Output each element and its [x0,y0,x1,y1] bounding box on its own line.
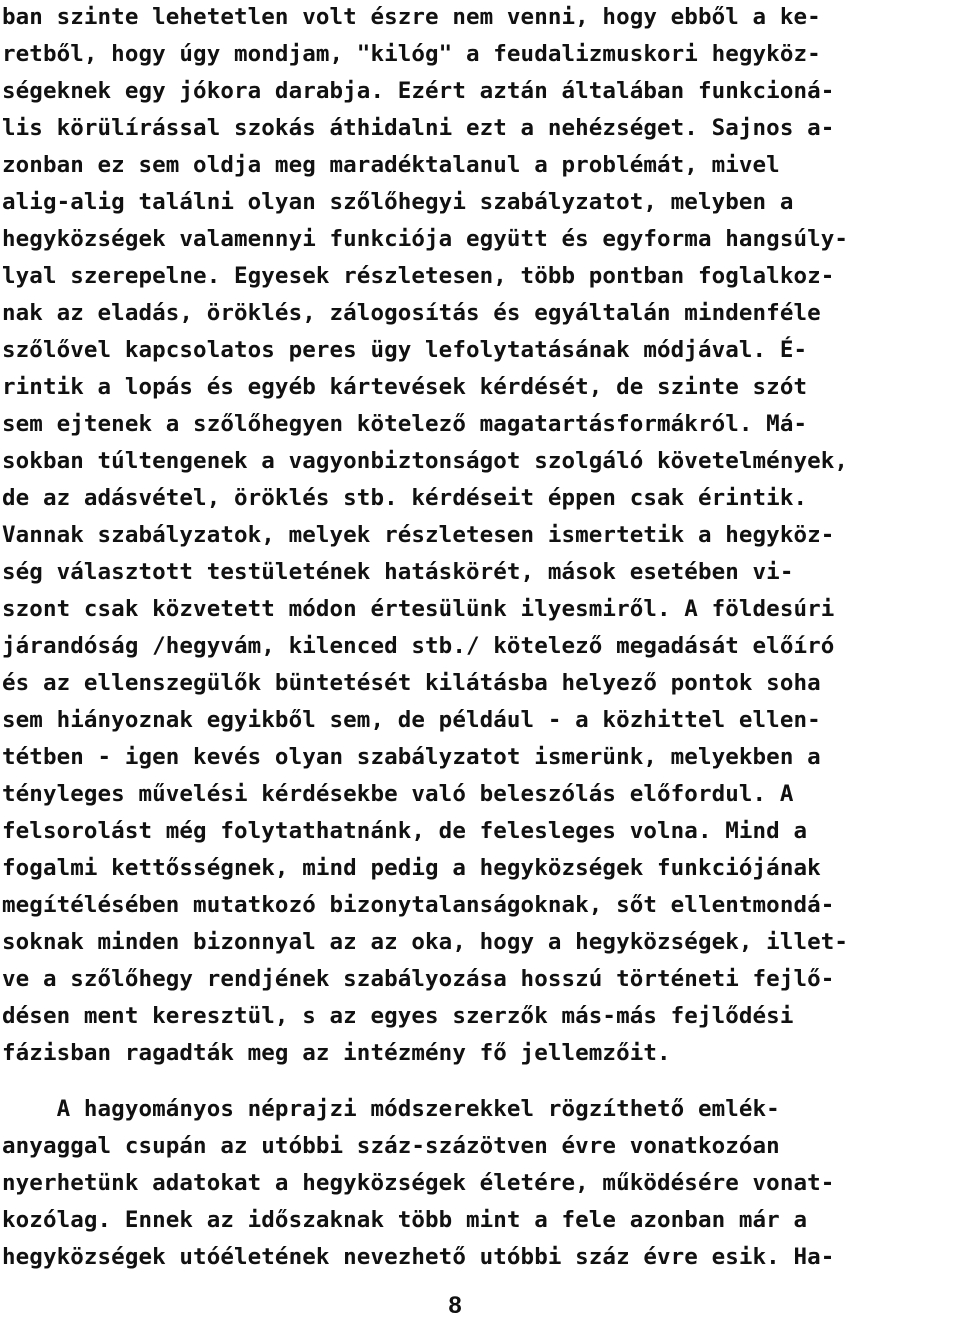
text-line: Vannak szabályzatok, melyek részletesen ismertetik a hegyköz- [2,522,835,548]
text-line: tétben - igen kevés olyan szabályzatot ismerünk, melyekben a [2,744,821,770]
text-line: járandóság /hegyvám, kilenced stb./ kötelező megadását előíró [2,633,835,659]
text-line: lyal szerepelne. Egyesek részletesen, több pontban foglalkoz- [2,263,835,289]
text-line: fázisban ragadták meg az intézmény fő jellemzőit. [2,1040,671,1066]
text-line: ség választott testületének hatáskörét, mások esetében vi- [2,559,794,585]
text-line: ban szinte lehetetlen volt észre nem venni, hogy ebből a ke- [2,4,821,30]
text-line: A hagyományos néprajzi módszerekkel rögzíthető emlék- [2,1096,780,1122]
text-line: szont csak közvetett módon értesülünk ilyesmiről. A földesúri [2,596,835,622]
text-line: lis körülírással szokás áthidalni ezt a nehézséget. Sajnos a- [2,115,835,141]
text-line: désen ment keresztül, s az egyes szerzők más-más fejlődési [2,1003,794,1029]
text-line: ségeknek egy jókora darabja. Ezért aztán általában funkcioná- [2,78,835,104]
text-line: sokban túltengenek a vagyonbiztonságot szolgáló követelmények, [2,448,849,474]
text-line: alig-alig találni olyan szőlőhegyi szabályzatot, melyben a [2,189,794,215]
text-line: retből, hogy úgy mondjam, "kilóg" a feudalizmuskori hegyköz- [2,41,821,67]
text-line: sem ejtenek a szőlőhegyen kötelező magatartásformákról. Má- [2,411,808,437]
text-line: tényleges művelési kérdésekbe való beleszólás előfordul. A [2,781,794,807]
text-line: szőlővel kapcsolatos peres ügy lefolytatásának módjával. É- [2,337,808,363]
text-line: nak az eladás, öröklés, zálogosítás és egyáltalán mindenféle [2,300,821,326]
text-line: de az adásvétel, öröklés stb. kérdéseit éppen csak érintik. [2,485,808,511]
text-line: megítélésében mutatkozó bizonytalanságoknak, sőt ellentmondá- [2,892,835,918]
text-line: nyerhetünk adatokat a hegyközségek életére, működésére vonat- [2,1170,835,1196]
page-number: 8 [448,1292,462,1319]
text-line: hegyközségek utóéletének nevezhető utóbbi száz évre esik. Ha- [2,1244,835,1270]
text-line: zonban ez sem oldja meg maradéktalanul a problémát, mivel [2,152,780,178]
text-line: anyaggal csupán az utóbbi száz-százötven évre vonatkozóan [2,1133,780,1159]
text-line: fogalmi kettősségnek, mind pedig a hegyközségek funkciójának [2,855,821,881]
text-line: sem hiányoznak egyikből sem, de például - a közhittel ellen- [2,707,821,733]
text-line: soknak minden bizonnyal az az oka, hogy a hegyközségek, illet- [2,929,849,955]
text-line: és az ellenszegülők büntetését kilátásba helyező pontok soha [2,670,821,696]
text-line: kozólag. Ennek az időszaknak több mint a fele azonban már a [2,1207,808,1233]
text-line: hegyközségek valamennyi funkciója együtt és egyforma hangsúly- [2,226,849,252]
text-line: felsorolást még folytathatnánk, de felesleges volna. Mind a [2,818,808,844]
text-line: rintik a lopás és egyéb kártevések kérdését, de szinte szót [2,374,808,400]
text-line: ve a szőlőhegy rendjének szabályozása hosszú történeti fejlő- [2,966,835,992]
